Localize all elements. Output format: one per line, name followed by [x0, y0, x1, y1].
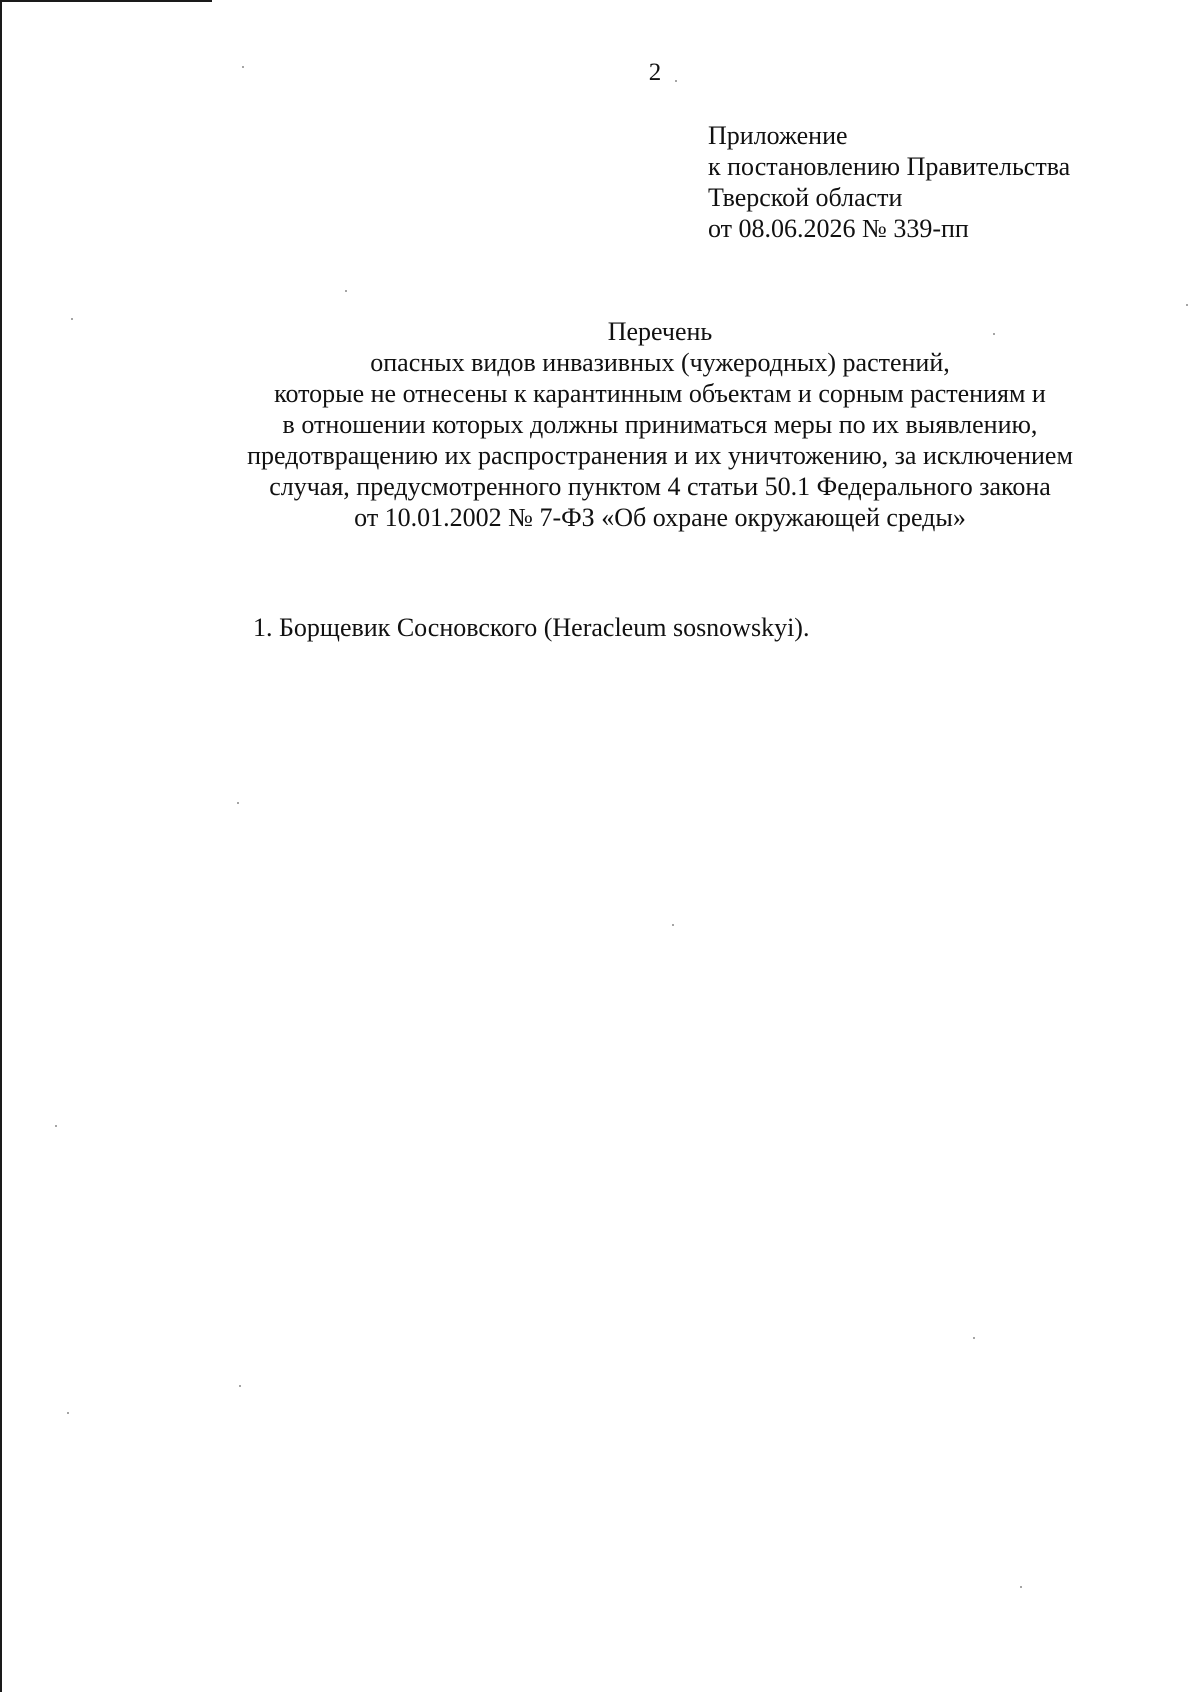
- scan-speck: [993, 333, 995, 335]
- appendix-line: Тверской области: [708, 183, 903, 212]
- title-line: от 10.01.2002 № 7-ФЗ «Об охране окружающей среды»: [354, 503, 966, 532]
- appendix-line: Приложение: [708, 121, 848, 150]
- scan-speck: [55, 1125, 57, 1127]
- scan-border-top: [0, 0, 212, 2]
- scan-speck: [239, 1385, 241, 1387]
- scan-border-left: [0, 0, 2, 1692]
- title-line: в отношении которых должны приниматься меры по их выявлению,: [282, 410, 1038, 439]
- page-number: 2: [648, 59, 662, 86]
- title-line: опасных видов инвазивных (чужеродных) растений,: [370, 348, 950, 377]
- appendix-line: к постановлению Правительства: [708, 152, 1071, 181]
- plant-list: [253, 612, 809, 643]
- appendix-header: [708, 120, 1070, 244]
- scan-speck: [1186, 304, 1188, 306]
- scan-speck: [1020, 1586, 1022, 1588]
- scan-speck: [675, 80, 677, 82]
- title-line: случая, предусмотренного пунктом 4 статьи 50.1 Федерального закона: [269, 472, 1051, 501]
- list-item: 1. Борщевик Сосновского (Heracleum sosnowskyi).: [253, 613, 810, 642]
- title-line: предотвращению их распространения и их уничтожению, за исключением: [247, 441, 1073, 470]
- scan-speck: [345, 290, 347, 292]
- scan-speck: [67, 1412, 69, 1414]
- scan-speck: [237, 802, 239, 804]
- title-heading: Перечень: [607, 317, 713, 346]
- document-title: [130, 316, 1190, 533]
- appendix-date-number: от 08.06.2026 № 339-пп: [708, 214, 969, 243]
- scan-speck: [672, 924, 674, 926]
- scan-speck: [242, 66, 244, 68]
- title-line: которые не отнесены к карантинным объектам и сорным растениям и: [274, 379, 1046, 408]
- scan-speck: [973, 1337, 975, 1339]
- scan-speck: [71, 318, 73, 320]
